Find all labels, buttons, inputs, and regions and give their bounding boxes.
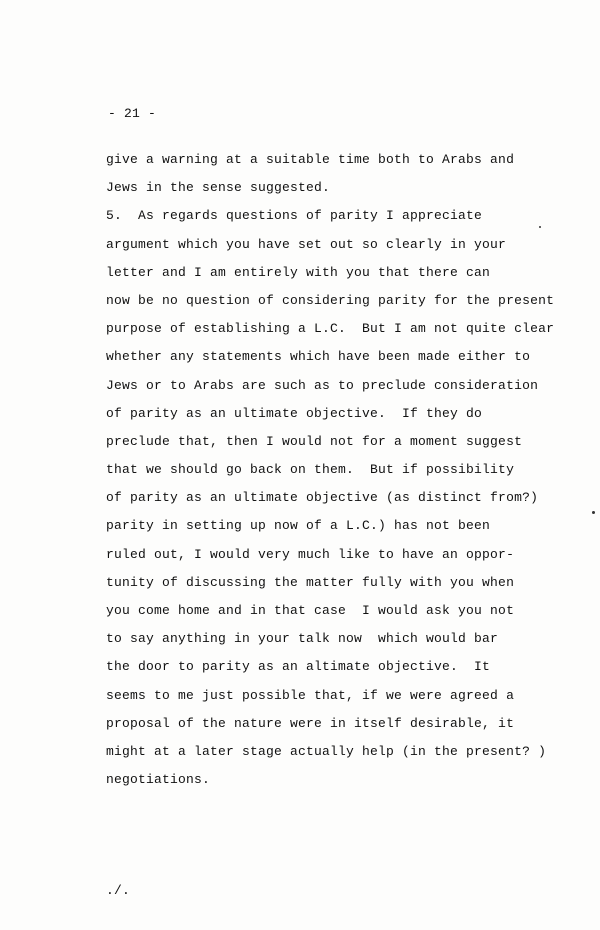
text-line: seems to me just possible that, if we were agreed a bbox=[106, 687, 515, 703]
text-line: letter and I am entirely with you that there can bbox=[106, 264, 491, 280]
text-line: of parity as an ultimate objective (as distinct from?) bbox=[106, 490, 539, 506]
text-line: might at a later stage actually help (in the present? ) bbox=[106, 743, 547, 759]
text-line: now be no question of considering parity for the present bbox=[106, 292, 555, 308]
continuation-mark: ./. bbox=[106, 883, 131, 898]
text-line: proposal of the nature were in itself desirable, it bbox=[106, 715, 515, 731]
text-line: whether any statements which have been made either to bbox=[106, 349, 531, 365]
text-line: give a warning at a suitable time both to Arabs and bbox=[106, 152, 515, 167]
text-line: of parity as an ultimate objective. If they do bbox=[106, 405, 483, 421]
text-line: negotiations. bbox=[106, 772, 211, 788]
text-line: argument which you have set out so clearly in your bbox=[106, 236, 507, 252]
text-line: purpose of establishing a L.C. But I am not quite clear bbox=[106, 321, 555, 337]
text-line: 5. As regards questions of parity I appreciate bbox=[106, 208, 483, 224]
text-line: that we should go back on them. But if possibility bbox=[106, 462, 515, 478]
text-line: to say anything in your talk now which would bar bbox=[106, 631, 499, 647]
text-line: Jews or to Arabs are such as to preclude consideration bbox=[106, 377, 539, 393]
text-line: tunity of discussing the matter fully with you when bbox=[106, 574, 515, 590]
page-number: - 21 - bbox=[108, 106, 157, 121]
text-line: parity in setting up now of a L.C.) has not been bbox=[106, 518, 491, 534]
scan-speck bbox=[539, 226, 541, 228]
text-line: the door to parity as an altimate objective. It bbox=[106, 659, 491, 675]
text-line: Jews in the sense suggested. bbox=[106, 180, 331, 196]
text-line: you come home and in that case I would ask you not bbox=[106, 603, 515, 618]
text-line: preclude that, then I would not for a moment suggest bbox=[106, 433, 523, 449]
scan-speck bbox=[592, 511, 595, 514]
text-line: ruled out, I would very much like to have an oppor- bbox=[106, 546, 515, 562]
letter-body bbox=[106, 150, 554, 798]
